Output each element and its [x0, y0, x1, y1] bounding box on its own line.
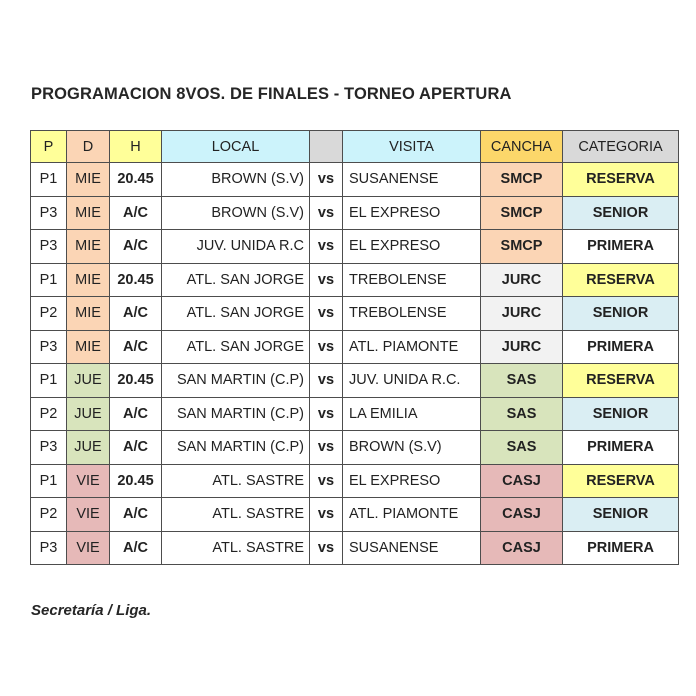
cell-d: VIE	[67, 498, 110, 532]
table-row	[31, 330, 679, 364]
cell-local: ATL. SAN JORGE	[162, 297, 310, 331]
cell-categoria: PRIMERA	[563, 431, 679, 465]
cell-h: 20.45	[110, 364, 162, 398]
header-h: H	[110, 131, 162, 163]
cell-d: MIE	[67, 330, 110, 364]
cell-categoria: PRIMERA	[563, 230, 679, 264]
header-categoria: CATEGORIA	[563, 131, 679, 163]
table-row	[31, 263, 679, 297]
cell-vs: vs	[310, 330, 343, 364]
cell-cancha: SAS	[481, 364, 563, 398]
cell-visita: EL EXPRESO	[343, 464, 481, 498]
cell-p: P1	[31, 163, 67, 197]
cell-cancha: CASJ	[481, 498, 563, 532]
table-row	[31, 498, 679, 532]
cell-visita: TREBOLENSE	[343, 297, 481, 331]
cell-vs: vs	[310, 196, 343, 230]
cell-local: SAN MARTIN (C.P)	[162, 431, 310, 465]
cell-local: JUV. UNIDA R.C	[162, 230, 310, 264]
header-local: LOCAL	[162, 131, 310, 163]
cell-cancha: JURC	[481, 330, 563, 364]
cell-categoria: RESERVA	[563, 263, 679, 297]
cell-h: A/C	[110, 531, 162, 565]
cell-categoria: SENIOR	[563, 297, 679, 331]
cell-h: 20.45	[110, 163, 162, 197]
cell-categoria: SENIOR	[563, 498, 679, 532]
cell-cancha: SAS	[481, 431, 563, 465]
table-row	[31, 230, 679, 264]
cell-p: P3	[31, 531, 67, 565]
cell-local: ATL. SASTRE	[162, 498, 310, 532]
cell-p: P3	[31, 196, 67, 230]
cell-categoria: PRIMERA	[563, 330, 679, 364]
cell-d: MIE	[67, 196, 110, 230]
cell-visita: LA EMILIA	[343, 397, 481, 431]
cell-visita: EL EXPRESO	[343, 196, 481, 230]
cell-categoria: RESERVA	[563, 464, 679, 498]
table-row	[31, 196, 679, 230]
page-title: PROGRAMACION 8VOS. DE FINALES - TORNEO APERTURA	[31, 85, 512, 103]
cell-local: SAN MARTIN (C.P)	[162, 364, 310, 398]
cell-h: A/C	[110, 330, 162, 364]
cell-vs: vs	[310, 531, 343, 565]
cell-visita: ATL. PIAMONTE	[343, 330, 481, 364]
cell-p: P3	[31, 431, 67, 465]
cell-d: MIE	[67, 163, 110, 197]
table-row	[31, 163, 679, 197]
schedule-table	[30, 130, 679, 565]
cell-h: A/C	[110, 297, 162, 331]
cell-d: JUE	[67, 431, 110, 465]
cell-visita: BROWN (S.V)	[343, 431, 481, 465]
cell-vs: vs	[310, 431, 343, 465]
cell-h: 20.45	[110, 263, 162, 297]
cell-cancha: SMCP	[481, 196, 563, 230]
cell-d: MIE	[67, 263, 110, 297]
cell-vs: vs	[310, 163, 343, 197]
cell-visita: TREBOLENSE	[343, 263, 481, 297]
header-visita: VISITA	[343, 131, 481, 163]
cell-d: JUE	[67, 364, 110, 398]
cell-categoria: SENIOR	[563, 397, 679, 431]
table-row	[31, 531, 679, 565]
cell-p: P2	[31, 297, 67, 331]
header-cancha: CANCHA	[481, 131, 563, 163]
cell-vs: vs	[310, 297, 343, 331]
cell-local: BROWN (S.V)	[162, 196, 310, 230]
cell-h: A/C	[110, 196, 162, 230]
cell-h: A/C	[110, 498, 162, 532]
table-body	[31, 163, 679, 565]
cell-h: A/C	[110, 230, 162, 264]
cell-visita: SUSANENSE	[343, 163, 481, 197]
cell-cancha: CASJ	[481, 531, 563, 565]
cell-cancha: JURC	[481, 263, 563, 297]
cell-d: MIE	[67, 297, 110, 331]
cell-p: P1	[31, 263, 67, 297]
cell-h: 20.45	[110, 464, 162, 498]
cell-categoria: RESERVA	[563, 163, 679, 197]
cell-cancha: SMCP	[481, 230, 563, 264]
cell-d: MIE	[67, 230, 110, 264]
table-row	[31, 364, 679, 398]
cell-local: BROWN (S.V)	[162, 163, 310, 197]
cell-cancha: SMCP	[481, 163, 563, 197]
cell-cancha: JURC	[481, 297, 563, 331]
header-d: D	[67, 131, 110, 163]
cell-vs: vs	[310, 397, 343, 431]
cell-p: P1	[31, 364, 67, 398]
cell-local: ATL. SASTRE	[162, 531, 310, 565]
cell-categoria: PRIMERA	[563, 531, 679, 565]
cell-local: ATL. SAN JORGE	[162, 263, 310, 297]
cell-p: P2	[31, 397, 67, 431]
cell-d: VIE	[67, 531, 110, 565]
cell-d: JUE	[67, 397, 110, 431]
cell-vs: vs	[310, 464, 343, 498]
cell-cancha: CASJ	[481, 464, 563, 498]
cell-visita: EL EXPRESO	[343, 230, 481, 264]
cell-local: ATL. SASTRE	[162, 464, 310, 498]
table-row	[31, 397, 679, 431]
cell-h: A/C	[110, 397, 162, 431]
cell-h: A/C	[110, 431, 162, 465]
footer-signature: Secretaría / Liga.	[31, 602, 152, 619]
cell-vs: vs	[310, 498, 343, 532]
cell-local: SAN MARTIN (C.P)	[162, 397, 310, 431]
table-row	[31, 431, 679, 465]
header-p: P	[31, 131, 67, 163]
cell-categoria: RESERVA	[563, 364, 679, 398]
cell-p: P3	[31, 230, 67, 264]
cell-p: P2	[31, 498, 67, 532]
cell-categoria: SENIOR	[563, 196, 679, 230]
cell-local: ATL. SAN JORGE	[162, 330, 310, 364]
cell-visita: SUSANENSE	[343, 531, 481, 565]
cell-p: P3	[31, 330, 67, 364]
cell-vs: vs	[310, 364, 343, 398]
table-row	[31, 297, 679, 331]
cell-vs: vs	[310, 263, 343, 297]
header-vs	[310, 131, 343, 163]
table-row	[31, 464, 679, 498]
cell-visita: JUV. UNIDA R.C.	[343, 364, 481, 398]
cell-visita: ATL. PIAMONTE	[343, 498, 481, 532]
table-header-row	[31, 131, 679, 163]
cell-p: P1	[31, 464, 67, 498]
cell-cancha: SAS	[481, 397, 563, 431]
cell-vs: vs	[310, 230, 343, 264]
cell-d: VIE	[67, 464, 110, 498]
